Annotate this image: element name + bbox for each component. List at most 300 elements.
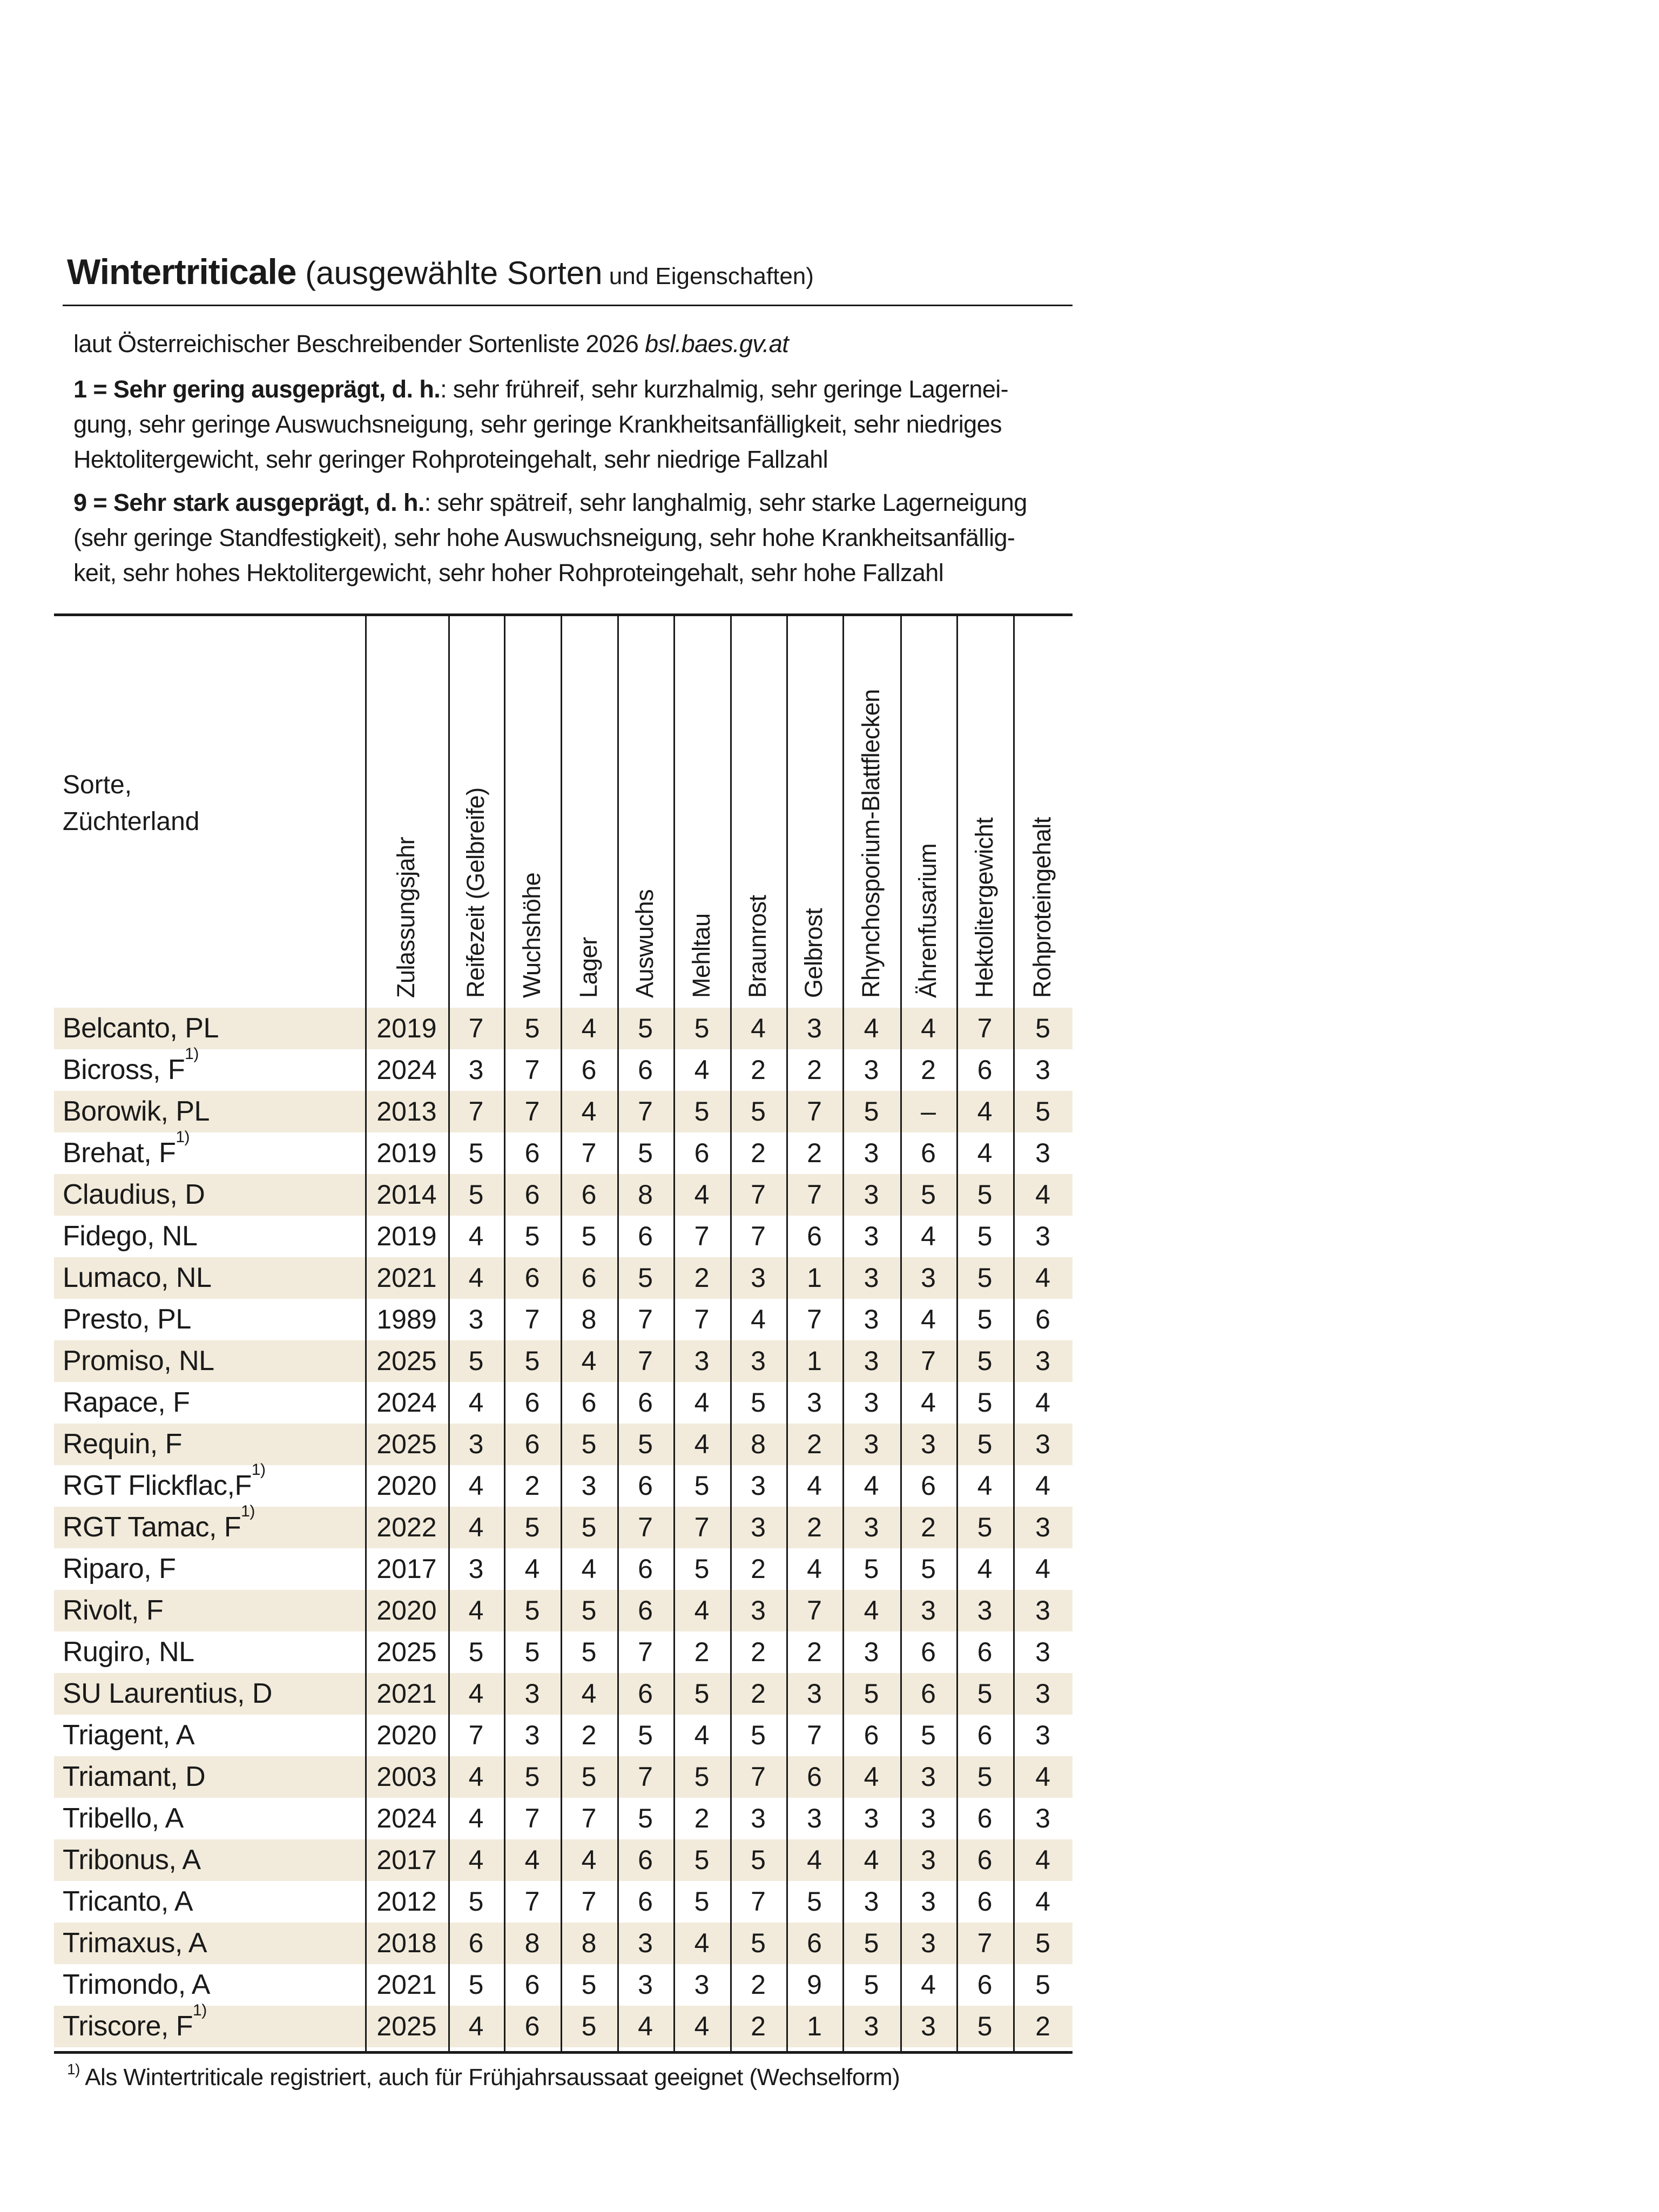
scale-high-label: 9 = Sehr stark ausgeprägt, d. h. bbox=[73, 489, 424, 516]
table-cell: 5 bbox=[468, 1970, 484, 2000]
table-cell: 4 bbox=[921, 1304, 936, 1334]
table-cell: 4 bbox=[864, 1471, 879, 1501]
table-cell: 3 bbox=[807, 1387, 822, 1418]
table-cell: 5 bbox=[751, 1845, 766, 1875]
table-cell: 5 bbox=[977, 1762, 993, 1792]
column-divider bbox=[673, 616, 675, 2051]
table-cell: 3 bbox=[1035, 1720, 1050, 1750]
column-header: Lager bbox=[574, 937, 602, 998]
table-cell: 7 bbox=[751, 1179, 766, 1210]
table-cell: 5 bbox=[638, 1138, 653, 1168]
scale-low-line-2: gung, sehr geringe Auswuchsneigung, sehr geringe Krankheitsanfälligkeit, sehr niedriges bbox=[73, 410, 1002, 438]
table-cell: 2020 bbox=[376, 1471, 437, 1501]
table-cell: 4 bbox=[921, 1387, 936, 1418]
table-cell: 2 bbox=[807, 1637, 822, 1667]
table-cell: 4 bbox=[468, 1512, 484, 1542]
table-cell: 7 bbox=[977, 1928, 993, 1958]
table-top-rule bbox=[54, 613, 1073, 616]
table-cell: 5 bbox=[694, 1845, 710, 1875]
table-cell: 8 bbox=[524, 1928, 540, 1958]
variety-name: Claudius, D bbox=[63, 1179, 205, 1210]
table-cell: 2003 bbox=[376, 1762, 437, 1792]
variety-name: Brehat, $F^{1)}$ bbox=[63, 1128, 190, 1169]
variety-name: RGT Tamac, $F^{1)}$ bbox=[63, 1502, 255, 1543]
table-cell: 7 bbox=[751, 1762, 766, 1792]
table-cell: 3 bbox=[864, 1429, 879, 1459]
table-row bbox=[54, 1964, 1073, 2006]
table-cell: 6 bbox=[524, 1179, 540, 1210]
table-cell: 2024 bbox=[376, 1387, 437, 1418]
table-cell: 2 bbox=[751, 1637, 766, 1667]
source-line bbox=[73, 326, 1073, 361]
table-cell: 7 bbox=[524, 1096, 540, 1127]
table-cell: 2024 bbox=[376, 1055, 437, 1085]
table-cell: 3 bbox=[751, 1346, 766, 1376]
column-divider bbox=[448, 616, 450, 2051]
table-cell: 6 bbox=[807, 1762, 822, 1792]
table-cell: 3 bbox=[864, 1263, 879, 1293]
table-cell: 4 bbox=[977, 1138, 993, 1168]
table-cell: 5 bbox=[468, 1346, 484, 1376]
table-cell: 4 bbox=[921, 1013, 936, 1043]
table-cell: 7 bbox=[638, 1096, 653, 1127]
table-cell: 2019 bbox=[376, 1138, 437, 1168]
table-cell: 5 bbox=[694, 1762, 710, 1792]
title-subtitle: (ausgewählte Sorten bbox=[296, 255, 603, 291]
table-cell: 6 bbox=[638, 1471, 653, 1501]
table-cell: 6 bbox=[524, 1429, 540, 1459]
table-cell: 5 bbox=[524, 1221, 540, 1251]
table-cell: 3 bbox=[864, 1886, 879, 1917]
table-cell: 5 bbox=[524, 1013, 540, 1043]
table-cell: 4 bbox=[1035, 1387, 1050, 1418]
table-row bbox=[54, 1382, 1073, 1424]
table-cell: 4 bbox=[864, 1845, 879, 1875]
table-cell: 5 bbox=[581, 1512, 597, 1542]
table-cell: 3 bbox=[807, 1803, 822, 1833]
table-cell: 4 bbox=[694, 1387, 710, 1418]
table-cell: 4 bbox=[977, 1471, 993, 1501]
table-cell: 4 bbox=[1035, 1845, 1050, 1875]
table-cell: 7 bbox=[807, 1179, 822, 1210]
column-divider bbox=[842, 616, 844, 2051]
table-cell: 5 bbox=[751, 1096, 766, 1127]
scale-low-line-1: 1 = Sehr gering ausgeprägt, d. h.: sehr frühreif, sehr kurzhalmig, sehr geringe Lagernei- bbox=[73, 375, 1009, 403]
table-cell: 5 bbox=[864, 1928, 879, 1958]
table-cell: 6 bbox=[638, 1221, 653, 1251]
scale-high-line-2: (sehr geringe Standfestigkeit), sehr hohe Auswuchsneigung, sehr hohe Krankheitsanfällig- bbox=[73, 524, 1015, 551]
table-cell: 2 bbox=[751, 1055, 766, 1085]
table-cell: 3 bbox=[864, 2011, 879, 2041]
table-cell: 5 bbox=[638, 1429, 653, 1459]
table-cell: 2018 bbox=[376, 1928, 437, 1958]
header-variety-country: Sorte, Züchterland bbox=[63, 771, 200, 836]
table-cell: 2 bbox=[921, 1055, 936, 1085]
table-cell: 4 bbox=[468, 1471, 484, 1501]
column-divider bbox=[365, 616, 367, 2051]
table-cell: 6 bbox=[977, 1970, 993, 2000]
table-cell: 2 bbox=[1035, 2011, 1050, 2041]
table-cell: 4 bbox=[1035, 1762, 1050, 1792]
table-cell: 4 bbox=[694, 1928, 710, 1958]
table-cell: 5 bbox=[694, 1678, 710, 1709]
variety-name: Triamant, D bbox=[63, 1761, 206, 1792]
table-cell: 3 bbox=[864, 1304, 879, 1334]
table-cell: 3 bbox=[864, 1637, 879, 1667]
table-cell: 3 bbox=[864, 1512, 879, 1542]
table-cell: 5 bbox=[468, 1886, 484, 1917]
table-cell: 4 bbox=[581, 1845, 597, 1875]
column-header: Rohproteingehalt bbox=[1028, 817, 1056, 998]
variety-name: Fidego, NL bbox=[63, 1220, 198, 1252]
table-row bbox=[54, 1631, 1073, 1673]
table-cell: 5 bbox=[921, 1179, 936, 1210]
table-cell: 3 bbox=[1035, 1595, 1050, 1626]
table-cell: 6 bbox=[638, 1055, 653, 1085]
table-cell: 5 bbox=[581, 1762, 597, 1792]
table-cell: 3 bbox=[864, 1387, 879, 1418]
table-cell: 4 bbox=[694, 2011, 710, 2041]
variety-name: Lumaco, NL bbox=[63, 1262, 212, 1293]
footnote-ref: 1) bbox=[251, 1461, 266, 1479]
variety-name: RGT $Flickflac,F^{1)}$ bbox=[63, 1461, 266, 1501]
variety-name: Trimondo, A bbox=[63, 1969, 210, 2000]
column-divider bbox=[617, 616, 619, 2051]
table-cell: 4 bbox=[864, 1013, 879, 1043]
table-cell: 4 bbox=[977, 1554, 993, 1584]
table-cell: 4 bbox=[524, 1554, 540, 1584]
table-cell: 3 bbox=[921, 1886, 936, 1917]
table-cell: 5 bbox=[524, 1595, 540, 1626]
table-cell: 7 bbox=[524, 1304, 540, 1334]
table-cell: 4 bbox=[864, 1595, 879, 1626]
footnote-ref: 1) bbox=[241, 1502, 255, 1520]
table-cell: 3 bbox=[864, 1221, 879, 1251]
variety-name: Rugiro, NL bbox=[63, 1636, 194, 1668]
table-cell: 8 bbox=[751, 1429, 766, 1459]
table-cell: 6 bbox=[921, 1678, 936, 1709]
table-cell: 4 bbox=[524, 1845, 540, 1875]
table-cell: 4 bbox=[694, 1055, 710, 1085]
footnote-ref: 1) bbox=[176, 1128, 190, 1146]
scale-high-description bbox=[73, 485, 1073, 590]
table-cell: 3 bbox=[1035, 1221, 1050, 1251]
table-cell: 3 bbox=[921, 1845, 936, 1875]
table-cell: 4 bbox=[468, 1803, 484, 1833]
column-header: Wuchshöhe bbox=[517, 872, 545, 998]
table-row bbox=[54, 1881, 1073, 1923]
variety-name: SU Laurentius, D bbox=[63, 1678, 272, 1709]
table-cell: 5 bbox=[524, 1346, 540, 1376]
table-bottom-rule bbox=[54, 2051, 1073, 2054]
table-cell: 3 bbox=[1035, 1512, 1050, 1542]
table-cell: 9 bbox=[807, 1970, 822, 2000]
table-cell: 5 bbox=[751, 1720, 766, 1750]
table-cell: – bbox=[921, 1096, 936, 1127]
variety-name: Rivolt, F bbox=[63, 1595, 164, 1626]
table-cell: 3 bbox=[1035, 1346, 1050, 1376]
table-cell: 7 bbox=[524, 1886, 540, 1917]
table-cell: 4 bbox=[807, 1471, 822, 1501]
table-cell: 3 bbox=[468, 1304, 484, 1334]
column-header: Gelbrost bbox=[800, 908, 827, 998]
table-cell: 5 bbox=[864, 1096, 879, 1127]
table-cell: 7 bbox=[638, 1512, 653, 1542]
table-cell: 5 bbox=[977, 1387, 993, 1418]
table-cell: 4 bbox=[694, 1429, 710, 1459]
column-header: Mehltau bbox=[687, 913, 715, 998]
table-cell: 4 bbox=[751, 1013, 766, 1043]
column-divider bbox=[1013, 616, 1015, 2051]
table-cell: 3 bbox=[751, 1595, 766, 1626]
table-cell: 6 bbox=[638, 1845, 653, 1875]
table-cell: 6 bbox=[524, 1138, 540, 1168]
footnote-ref: 1) bbox=[193, 2001, 207, 2019]
table-cell: 3 bbox=[751, 1263, 766, 1293]
table-cell: 5 bbox=[468, 1138, 484, 1168]
table-cell: 7 bbox=[524, 1803, 540, 1833]
source-link: bsl.baes.gv.at bbox=[645, 330, 789, 358]
table-cell: 5 bbox=[524, 1762, 540, 1792]
variety-name: Tribello, A bbox=[63, 1803, 184, 1834]
table-cell: 3 bbox=[807, 1013, 822, 1043]
table-cell: 3 bbox=[864, 1138, 879, 1168]
table-cell: 4 bbox=[921, 1970, 936, 2000]
table-cell: 5 bbox=[921, 1554, 936, 1584]
table-row bbox=[54, 1839, 1073, 1881]
table-cell: 2017 bbox=[376, 1554, 437, 1584]
table-cell: 4 bbox=[694, 1595, 710, 1626]
column-header: Rhynchosporium-Blattflecken bbox=[857, 689, 885, 998]
table-cell: 4 bbox=[1035, 1471, 1050, 1501]
table-cell: 5 bbox=[638, 1013, 653, 1043]
table-row bbox=[54, 1673, 1073, 1715]
table-cell: 6 bbox=[581, 1387, 597, 1418]
table-cell: 6 bbox=[807, 1928, 822, 1958]
table-cell: 2019 bbox=[376, 1013, 437, 1043]
table-cell: 8 bbox=[638, 1179, 653, 1210]
table-cell: 4 bbox=[468, 1678, 484, 1709]
table-cell: 7 bbox=[694, 1221, 710, 1251]
table-cell: 3 bbox=[468, 1429, 484, 1459]
table-cell: 3 bbox=[638, 1928, 653, 1958]
table-cell: 3 bbox=[638, 1970, 653, 2000]
table-cell: 3 bbox=[1035, 1055, 1050, 1085]
variety-name: Requin, F bbox=[63, 1428, 182, 1460]
table-cell: 6 bbox=[807, 1221, 822, 1251]
table-cell: 4 bbox=[977, 1096, 993, 1127]
table-cell: 4 bbox=[694, 1179, 710, 1210]
footnote-text: Als Wintertriticale registriert, auch für Frühjahrsaussaat geeignet (Wechselform) bbox=[79, 2064, 900, 2090]
table-cell: 5 bbox=[1035, 1970, 1050, 2000]
table-cell: 5 bbox=[468, 1179, 484, 1210]
source-text: laut Österreichischer Beschreibender Sortenliste 2026 bbox=[73, 330, 645, 358]
column-header: Hektolitergewicht bbox=[970, 817, 998, 998]
table-row bbox=[54, 1299, 1073, 1340]
table-cell: 6 bbox=[921, 1138, 936, 1168]
title-rule bbox=[63, 305, 1073, 306]
table-cell: 5 bbox=[977, 1179, 993, 1210]
table-cell: 6 bbox=[921, 1637, 936, 1667]
table-cell: 5 bbox=[524, 1637, 540, 1667]
table-cell: 6 bbox=[638, 1387, 653, 1418]
table-row bbox=[54, 1590, 1073, 1631]
column-header: Braunrost bbox=[744, 895, 771, 998]
table-cell: 3 bbox=[1035, 1678, 1050, 1709]
table-cell: 3 bbox=[864, 1803, 879, 1833]
table-row bbox=[54, 1548, 1073, 1590]
variety-name: Triagent, A bbox=[63, 1719, 195, 1751]
table-cell: 3 bbox=[1035, 1803, 1050, 1833]
table-cell: 2025 bbox=[376, 1637, 437, 1667]
variety-name: Borowik, PL bbox=[63, 1096, 210, 1127]
table-cell: 6 bbox=[977, 1637, 993, 1667]
table-cell: 3 bbox=[751, 1471, 766, 1501]
column-header: Reifezeit (Gelbreife) bbox=[461, 787, 489, 998]
table-cell: 5 bbox=[638, 1720, 653, 1750]
table-cell: 8 bbox=[581, 1304, 597, 1334]
table-cell: 6 bbox=[1035, 1304, 1050, 1334]
column-header: Ährenfusarium bbox=[914, 843, 941, 998]
table-cell: 5 bbox=[694, 1471, 710, 1501]
table-cell: 7 bbox=[694, 1512, 710, 1542]
table-cell: 6 bbox=[977, 1845, 993, 1875]
table-cell: 3 bbox=[921, 2011, 936, 2041]
table-cell: 5 bbox=[977, 1263, 993, 1293]
table-cell: 3 bbox=[921, 1762, 936, 1792]
table-cell: 4 bbox=[581, 1096, 597, 1127]
table-cell: 4 bbox=[807, 1845, 822, 1875]
table-cell: 2025 bbox=[376, 1346, 437, 1376]
table-cell: 4 bbox=[1035, 1179, 1050, 1210]
table-cell: 2 bbox=[751, 2011, 766, 2041]
table-cell: 3 bbox=[468, 1055, 484, 1085]
table-cell: 4 bbox=[468, 1762, 484, 1792]
table-cell: 5 bbox=[977, 1678, 993, 1709]
table-cell: 5 bbox=[524, 1512, 540, 1542]
table-cell: 4 bbox=[1035, 1554, 1050, 1584]
table-cell: 7 bbox=[638, 1762, 653, 1792]
variety-name: Rapace, F bbox=[63, 1387, 190, 1418]
table-cell: 7 bbox=[524, 1055, 540, 1085]
table-cell: 2 bbox=[524, 1471, 540, 1501]
table-cell: 5 bbox=[864, 1554, 879, 1584]
table-cell: 5 bbox=[638, 1803, 653, 1833]
table-cell: 5 bbox=[581, 1595, 597, 1626]
footnote-ref: 1) bbox=[185, 1045, 199, 1063]
table-cell: 5 bbox=[581, 2011, 597, 2041]
table-cell: 5 bbox=[1035, 1928, 1050, 1958]
table-cell: 2024 bbox=[376, 1803, 437, 1833]
table-cell: 6 bbox=[581, 1179, 597, 1210]
table-cell: 3 bbox=[1035, 1637, 1050, 1667]
table-cell: 7 bbox=[694, 1304, 710, 1334]
table-cell: 6 bbox=[581, 1055, 597, 1085]
title-main: Wintertriticale bbox=[67, 252, 296, 292]
table-cell: 4 bbox=[468, 1221, 484, 1251]
table-row bbox=[54, 1174, 1073, 1216]
scale-high-line-1: 9 = Sehr stark ausgeprägt, d. h.: sehr spätreif, sehr langhalmig, sehr starke Lagerneigung bbox=[73, 489, 1027, 516]
table-cell: 5 bbox=[581, 1221, 597, 1251]
table-cell: 1 bbox=[807, 2011, 822, 2041]
table-cell: 4 bbox=[468, 1595, 484, 1626]
table-row bbox=[54, 2001, 1073, 2047]
table-cell: 2022 bbox=[376, 1512, 437, 1542]
table-cell: 5 bbox=[977, 1221, 993, 1251]
table-cell: 5 bbox=[1035, 1096, 1050, 1127]
table-cell: 5 bbox=[694, 1013, 710, 1043]
footnote bbox=[67, 2061, 900, 2091]
variety-name: Tribonus, A bbox=[63, 1844, 201, 1876]
table-row bbox=[54, 1798, 1073, 1839]
table-cell: 5 bbox=[977, 1304, 993, 1334]
table-cell: 2025 bbox=[376, 2011, 437, 2041]
table-cell: 2 bbox=[694, 1637, 710, 1667]
table-cell: 2 bbox=[807, 1429, 822, 1459]
table-cell: 2 bbox=[807, 1055, 822, 1085]
table-cell: 3 bbox=[864, 1055, 879, 1085]
scale-high-line-3: keit, sehr hohes Hektolitergewicht, sehr hoher Rohproteingehalt, sehr hohe Fallzahl bbox=[73, 559, 944, 586]
table-cell: 3 bbox=[694, 1970, 710, 2000]
table-cell: 3 bbox=[864, 1179, 879, 1210]
variety-name: Bicross, $F^{1)}$ bbox=[63, 1045, 199, 1085]
table-cell: 3 bbox=[751, 1512, 766, 1542]
table-cell: 5 bbox=[694, 1886, 710, 1917]
table-row bbox=[54, 1923, 1073, 1964]
table-cell: 3 bbox=[977, 1595, 993, 1626]
table-cell: 2 bbox=[807, 1512, 822, 1542]
table-cell: 4 bbox=[864, 1762, 879, 1792]
table-cell: 7 bbox=[638, 1637, 653, 1667]
table-cell: 3 bbox=[524, 1678, 540, 1709]
table-row bbox=[54, 1340, 1073, 1382]
column-divider bbox=[900, 616, 902, 2051]
table-cell: 4 bbox=[581, 1678, 597, 1709]
table-cell: 7 bbox=[807, 1720, 822, 1750]
table-cell: 1 bbox=[807, 1346, 822, 1376]
table-cell: 6 bbox=[524, 1970, 540, 2000]
table-row bbox=[54, 1756, 1073, 1798]
table-cell: 4 bbox=[468, 1845, 484, 1875]
table-cell: 1 bbox=[807, 1263, 822, 1293]
variety-name: Presto, PL bbox=[63, 1304, 191, 1335]
table-cell: 7 bbox=[751, 1886, 766, 1917]
table-cell: 5 bbox=[751, 1387, 766, 1418]
table-cell: 7 bbox=[581, 1138, 597, 1168]
table-cell: 2 bbox=[581, 1720, 597, 1750]
title-subtitle-small: und Eigenschaften) bbox=[602, 263, 814, 289]
table-cell: 3 bbox=[751, 1803, 766, 1833]
table-cell: 7 bbox=[468, 1720, 484, 1750]
table-cell: 7 bbox=[581, 1803, 597, 1833]
table-row bbox=[54, 1461, 1073, 1507]
table-row bbox=[54, 1091, 1073, 1132]
table-row bbox=[54, 1216, 1073, 1257]
table-cell: 6 bbox=[524, 1387, 540, 1418]
table-cell: 6 bbox=[694, 1138, 710, 1168]
variety-name: Riparo, F bbox=[63, 1553, 176, 1584]
table-cell: 5 bbox=[581, 1429, 597, 1459]
column-divider bbox=[730, 616, 732, 2051]
table-row bbox=[54, 1128, 1073, 1174]
table-cell: 5 bbox=[694, 1554, 710, 1584]
table-cell: 4 bbox=[468, 1263, 484, 1293]
table-cell: 3 bbox=[921, 1263, 936, 1293]
table-cell: 4 bbox=[807, 1554, 822, 1584]
table-cell: 2 bbox=[751, 1678, 766, 1709]
table-cell: 3 bbox=[921, 1803, 936, 1833]
table-cell: 5 bbox=[468, 1637, 484, 1667]
